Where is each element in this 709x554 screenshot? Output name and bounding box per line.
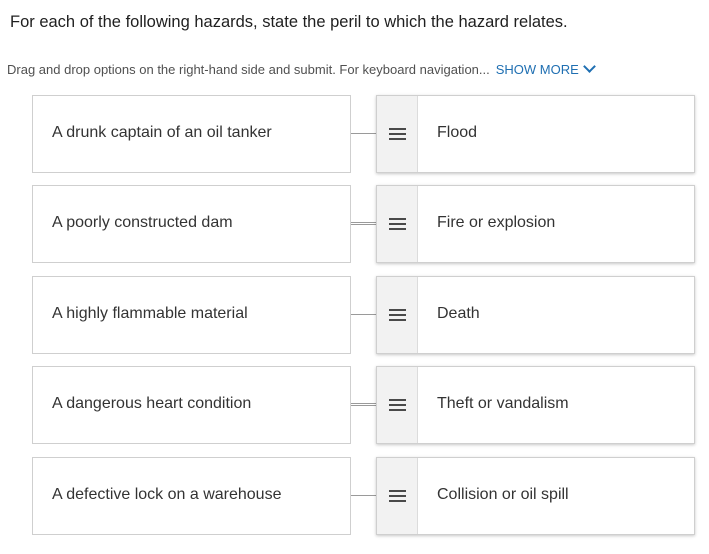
- connector-line: [351, 314, 376, 315]
- show-more-label: SHOW MORE: [495, 62, 579, 77]
- show-more-link[interactable]: [496, 62, 594, 77]
- hazard-prompt: [32, 276, 351, 354]
- hazard-prompt-label: A defective lock on a warehouse: [52, 486, 282, 503]
- drag-handle-icon[interactable]: [377, 367, 418, 443]
- peril-option-label: Theft or vandalism: [437, 395, 569, 412]
- peril-option[interactable]: [376, 366, 695, 444]
- connector-line: [351, 133, 376, 134]
- match-row: [0, 457, 709, 535]
- peril-option[interactable]: [376, 276, 695, 354]
- peril-option[interactable]: [376, 457, 695, 535]
- match-row: [0, 95, 709, 173]
- match-row: [0, 366, 709, 444]
- hazard-prompt-label: A poorly constructed dam: [52, 214, 233, 231]
- match-row: [0, 276, 709, 354]
- match-row: [0, 185, 709, 263]
- question-text: For each of the following hazards, state the peril to which the hazard relates.: [10, 13, 568, 31]
- drag-handle-icon[interactable]: [377, 96, 418, 172]
- peril-option-label: Collision or oil spill: [437, 486, 569, 503]
- peril-option-label: Flood: [437, 124, 478, 141]
- drag-handle-icon[interactable]: [377, 277, 418, 353]
- peril-option-label: Fire or explosion: [437, 214, 556, 231]
- hazard-prompt-label: A drunk captain of an oil tanker: [52, 124, 272, 141]
- hazard-prompt-label: A dangerous heart condition: [52, 395, 252, 412]
- instructions-text: Drag and drop options on the right-hand side and submit. For keyboard navigation...: [7, 62, 490, 77]
- drag-handle-icon[interactable]: [377, 458, 418, 534]
- hazard-prompt-label: A highly flammable material: [52, 305, 248, 322]
- hazard-prompt: [32, 457, 351, 535]
- connector-line: [351, 495, 376, 496]
- chevron-down-icon: [583, 60, 596, 73]
- hazard-prompt: [32, 366, 351, 444]
- peril-option[interactable]: [376, 185, 695, 263]
- peril-option-label: Death: [437, 305, 480, 322]
- drag-handle-icon[interactable]: [377, 186, 418, 262]
- instructions: [7, 62, 594, 77]
- peril-option[interactable]: [376, 95, 695, 173]
- hazard-prompt: [32, 95, 351, 173]
- connector-line: [351, 222, 376, 225]
- hazard-prompt: [32, 185, 351, 263]
- connector-line: [351, 403, 376, 406]
